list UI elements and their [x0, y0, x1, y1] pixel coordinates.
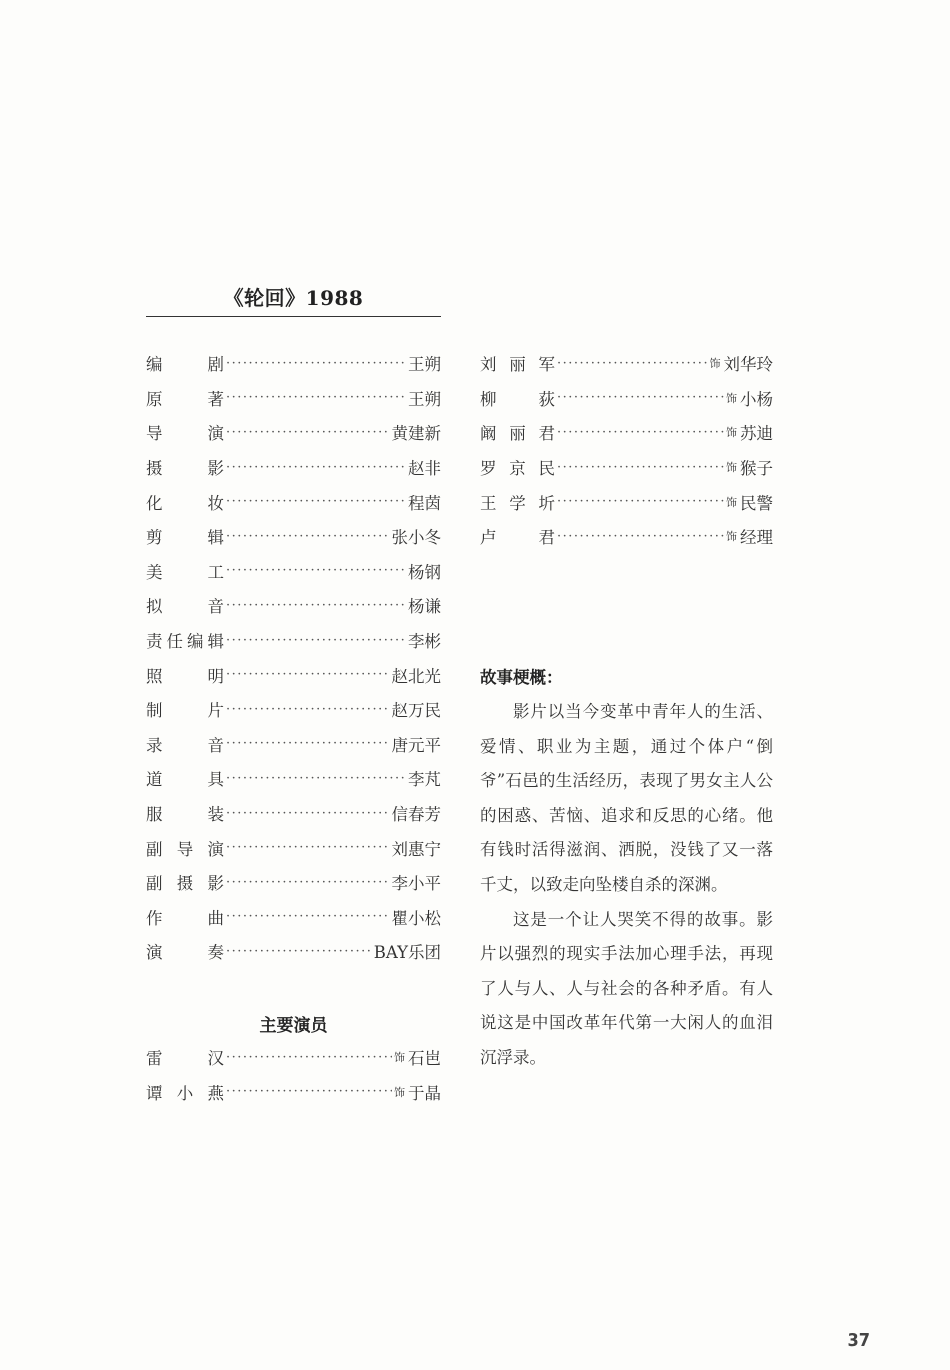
dot-leader	[226, 494, 406, 509]
crew-name: 杨谦	[408, 597, 441, 617]
role-char: 丽	[509, 355, 526, 375]
character-name: 刘华玲	[723, 355, 773, 375]
plays-marker: 饰	[726, 461, 737, 475]
role-char: 辑	[207, 528, 224, 548]
dot-leader	[557, 494, 724, 509]
role-char: 剧	[207, 355, 224, 375]
role-char: 制	[146, 701, 163, 721]
role-char: 拟	[146, 597, 163, 617]
dot-leader	[226, 909, 390, 924]
dot-leader	[226, 425, 390, 440]
crew-name: 王朔	[408, 355, 441, 375]
role-char: 任	[166, 632, 183, 652]
role-char: 学	[509, 493, 526, 513]
plays-marker: 饰	[394, 1051, 405, 1065]
cast-list-right	[480, 346, 773, 554]
plays-marker: 饰	[726, 426, 737, 440]
cast-heading: 主要演员	[259, 1016, 328, 1036]
character-name: 石岜	[408, 1049, 441, 1069]
dot-leader	[226, 529, 390, 544]
dot-leader	[226, 702, 390, 717]
dot-leader	[226, 460, 406, 475]
role-char: 美	[146, 562, 163, 582]
dot-leader	[226, 736, 390, 751]
role-char: 影	[207, 874, 224, 894]
role-char: 民	[538, 459, 555, 479]
crew-name: 赵非	[408, 459, 441, 479]
synopsis-heading: 故事梗概：	[480, 668, 563, 687]
crew-row	[146, 381, 441, 416]
role-char: 编	[187, 632, 204, 652]
crew-row	[146, 865, 441, 900]
cast-row	[146, 1040, 441, 1075]
plays-marker: 饰	[709, 357, 721, 371]
dot-leader	[226, 667, 390, 682]
crew-row	[146, 588, 441, 623]
dot-leader	[226, 1084, 392, 1099]
role-char: 工	[207, 562, 224, 582]
role-char: 圻	[538, 493, 555, 513]
role-label	[146, 628, 224, 652]
crew-name: 李彬	[408, 632, 441, 652]
role-char: 录	[146, 735, 163, 755]
dot-leader	[226, 598, 406, 613]
role-char: 汉	[207, 1049, 224, 1069]
dot-leader	[226, 840, 390, 855]
plays-marker: 饰	[726, 495, 737, 509]
role-label	[146, 420, 224, 444]
role-char: 编	[146, 355, 163, 375]
role-char: 装	[207, 805, 224, 825]
role-char: 王	[480, 493, 497, 513]
role-label	[146, 766, 224, 790]
role-char: 燕	[207, 1083, 224, 1103]
crew-row	[146, 346, 441, 381]
crew-name: 信春芳	[391, 805, 441, 825]
role-char: 军	[538, 355, 555, 375]
title-divider	[146, 316, 441, 317]
role-char: 原	[146, 389, 163, 409]
role-label	[146, 939, 224, 963]
role-char: 君	[538, 528, 555, 548]
synopsis-paragraph: 这是一个让人哭笑不得的故事。影片以强烈的现实手法加心理手法，再现了人与人、人与社会的各种矛盾。有人说这是中国改革年代第一大闲人的血泪沉浮录。	[480, 909, 773, 1067]
crew-row	[146, 554, 441, 589]
role-char: 刘	[480, 355, 497, 375]
role-label	[146, 801, 224, 825]
role-char: 著	[207, 389, 224, 409]
dot-leader	[557, 390, 724, 405]
character-name: 猴子	[740, 459, 773, 479]
crew-row	[146, 900, 441, 935]
crew-row	[146, 657, 441, 692]
cast-row	[480, 450, 773, 485]
film-title: 《轮回》1988	[223, 286, 364, 310]
dot-leader	[557, 356, 708, 371]
dot-leader	[226, 563, 406, 578]
dot-leader	[226, 1050, 392, 1065]
dot-leader	[226, 771, 406, 786]
role-label	[480, 524, 555, 548]
plays-marker: 饰	[394, 1085, 405, 1099]
role-label	[146, 524, 224, 548]
cast-row	[480, 346, 773, 381]
role-char: 小	[176, 1083, 194, 1103]
character-name: 民警	[740, 493, 773, 513]
role-char: 照	[146, 666, 163, 686]
cast-row	[480, 415, 773, 450]
crew-name: 王朔	[408, 389, 441, 409]
dot-leader	[557, 460, 724, 475]
role-char: 曲	[207, 908, 224, 928]
role-label	[146, 593, 224, 617]
dot-leader	[226, 356, 406, 371]
role-label	[146, 455, 224, 479]
role-label	[146, 351, 224, 375]
role-char: 片	[207, 701, 224, 721]
crew-name: 张小冬	[391, 528, 441, 548]
role-label	[146, 905, 224, 929]
crew-name: BAY乐团	[373, 943, 441, 963]
plays-marker: 饰	[726, 530, 737, 544]
role-label	[480, 455, 555, 479]
role-char: 导	[146, 424, 163, 444]
role-label	[146, 386, 224, 410]
role-label	[146, 870, 224, 894]
role-char: 辑	[207, 632, 224, 652]
role-char: 君	[538, 424, 555, 444]
role-char: 摄	[176, 874, 194, 894]
role-char: 卢	[480, 528, 497, 548]
synopsis-body	[480, 695, 773, 1076]
role-label	[480, 490, 555, 514]
role-label	[146, 490, 224, 514]
cast-row	[146, 1075, 441, 1110]
role-char: 导	[176, 839, 194, 859]
role-char: 荻	[538, 389, 555, 409]
role-char: 罗	[480, 459, 497, 479]
crew-row	[146, 796, 441, 831]
cast-row	[480, 519, 773, 554]
role-char: 音	[207, 735, 224, 755]
role-char: 阚	[480, 424, 497, 444]
role-label	[146, 1080, 224, 1104]
role-char: 摄	[146, 459, 163, 479]
crew-row	[146, 484, 441, 519]
crew-name: 瞿小松	[391, 908, 441, 928]
crew-name: 唐元平	[391, 735, 441, 755]
role-char: 丽	[509, 424, 526, 444]
role-label	[146, 559, 224, 583]
crew-row	[146, 934, 441, 969]
dot-leader	[226, 390, 406, 405]
character-name: 于晶	[408, 1083, 441, 1103]
role-label	[480, 420, 555, 444]
crew-name: 李小平	[391, 874, 441, 894]
character-name: 经理	[740, 528, 773, 548]
dot-leader	[226, 875, 390, 890]
role-char: 影	[207, 459, 224, 479]
role-char: 演	[207, 424, 224, 444]
cast-row	[480, 484, 773, 519]
crew-list	[146, 346, 441, 969]
role-char: 京	[509, 459, 526, 479]
page-number: 37	[847, 1330, 870, 1351]
dot-leader	[557, 529, 724, 544]
synopsis-paragraph: 影片以当今变革中青年人的生活、爱情、职业为主题，通过个体户“倒爷”石邑的生活经历，表现了男女主人公的困惑、苦恼、追求和反思的心绪。他有钱时活得滋润、洒脱，没钱了又一落千丈，以致走向坠楼自杀的深渊。	[480, 702, 773, 894]
role-char: 剪	[146, 528, 163, 548]
role-label	[146, 697, 224, 721]
role-char: 奏	[207, 943, 224, 963]
crew-row	[146, 450, 441, 485]
role-char: 副	[146, 874, 163, 894]
crew-row	[146, 830, 441, 865]
crew-row	[146, 761, 441, 796]
role-char: 雷	[146, 1049, 163, 1069]
role-label	[480, 386, 555, 410]
role-label	[146, 663, 224, 687]
dot-leader	[226, 806, 390, 821]
role-char: 责	[146, 632, 163, 652]
role-char: 明	[207, 666, 224, 686]
role-char: 作	[146, 908, 163, 928]
role-char: 妆	[207, 493, 224, 513]
role-label	[146, 732, 224, 756]
role-char: 演	[146, 943, 163, 963]
cast-list-left	[146, 1040, 441, 1109]
role-label	[146, 1045, 224, 1069]
dot-leader	[226, 944, 372, 959]
crew-row	[146, 623, 441, 658]
crew-row	[146, 692, 441, 727]
crew-row	[146, 519, 441, 554]
crew-name: 李芃	[408, 770, 441, 790]
dot-leader	[226, 633, 406, 648]
role-label	[146, 836, 224, 860]
dot-leader	[557, 425, 724, 440]
role-char: 具	[207, 770, 224, 790]
crew-name: 赵万民	[391, 701, 441, 721]
character-name: 小杨	[740, 389, 773, 409]
role-char: 音	[207, 597, 224, 617]
role-char: 服	[146, 805, 163, 825]
crew-name: 刘惠宁	[391, 839, 441, 859]
role-char: 副	[146, 839, 163, 859]
crew-name: 黄建新	[391, 424, 441, 444]
crew-name: 杨钢	[408, 562, 441, 582]
role-label	[480, 351, 555, 375]
role-char: 演	[207, 839, 224, 859]
crew-row	[146, 415, 441, 450]
role-char: 化	[146, 493, 163, 513]
role-char: 柳	[480, 389, 497, 409]
character-name: 苏迪	[740, 424, 773, 444]
crew-name: 赵北光	[391, 666, 441, 686]
crew-name: 程茵	[408, 493, 441, 513]
plays-marker: 饰	[726, 391, 737, 405]
crew-row	[146, 727, 441, 762]
cast-row	[480, 381, 773, 416]
role-char: 谭	[146, 1083, 163, 1103]
role-char: 道	[146, 770, 163, 790]
